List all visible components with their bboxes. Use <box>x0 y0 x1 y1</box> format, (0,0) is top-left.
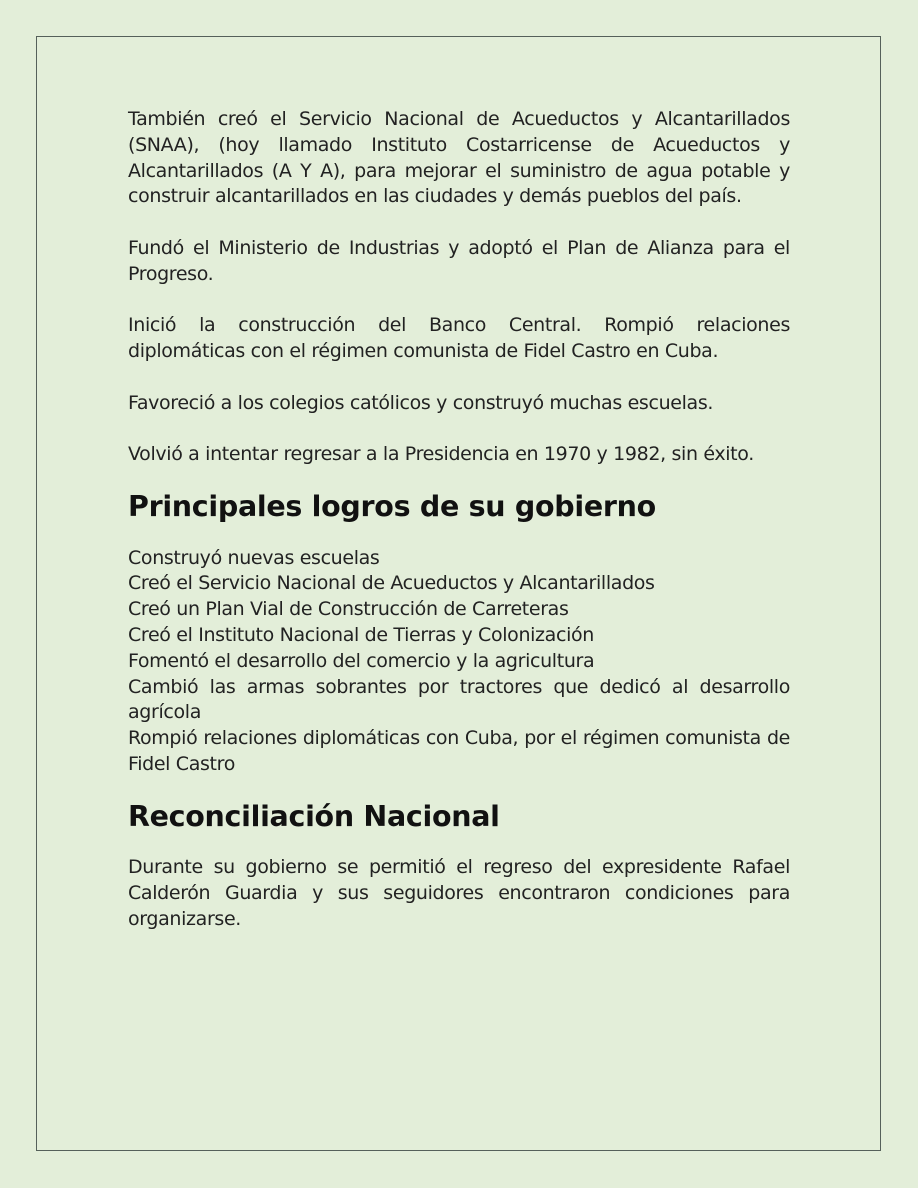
list-item: Creó un Plan Vial de Construcción de Carreteras <box>128 598 569 621</box>
paragraph-colegios: Favoreció a los colegios católicos y construyó muchas escuelas. <box>128 391 714 414</box>
list-item: Construyó nuevas escuelas <box>128 546 380 569</box>
section-heading-reconciliacion: Reconciliación Nacional <box>128 799 500 833</box>
list-item: Creó el Instituto Nacional de Tierras y Colonización <box>128 623 594 646</box>
list-item: Creó el Servicio Nacional de Acueductos y Alcantarillados <box>128 572 655 595</box>
document-body <box>128 107 790 958</box>
list-item: Fomentó el desarrollo del comercio y la agricultura <box>128 649 595 672</box>
paragraph-reconciliacion: Durante su gobierno se permitió el regreso del expresidente Rafael Calderón Guardia y sus seguidores encontraron condiciones para organizarse. <box>128 856 790 930</box>
paragraph-snaa: También creó el Servicio Nacional de Acueductos y Alcantarillados (SNAA), (hoy llamado Instituto Costarricense de Acueductos y Alcantarillados (A Y A), para mejorar el suministro de agua potable y construir alcantarillados en las ciudades y demás pueblos del país. <box>128 108 790 208</box>
list-item: Rompió relaciones diplomáticas con Cuba, por el régimen comunista de Fidel Castro <box>128 727 790 775</box>
list-item: Cambió las armas sobrantes por tractores que dedicó al desarrollo agrícola <box>128 675 790 724</box>
paragraph-presidencia: Volvió a intentar regresar a la Presidencia en 1970 y 1982, sin éxito. <box>128 443 754 466</box>
achievements-list <box>128 546 790 778</box>
paragraph-banco-central: Inició la construcción del Banco Central. Rompió relaciones diplomáticas con el régimen comunista de Fidel Castro en Cuba. <box>128 314 790 363</box>
section-heading-logros: Principales logros de su gobierno <box>128 489 656 523</box>
paragraph-ministerio-industrias: Fundó el Ministerio de Industrias y adoptó el Plan de Alianza para el Progreso. <box>128 236 790 285</box>
